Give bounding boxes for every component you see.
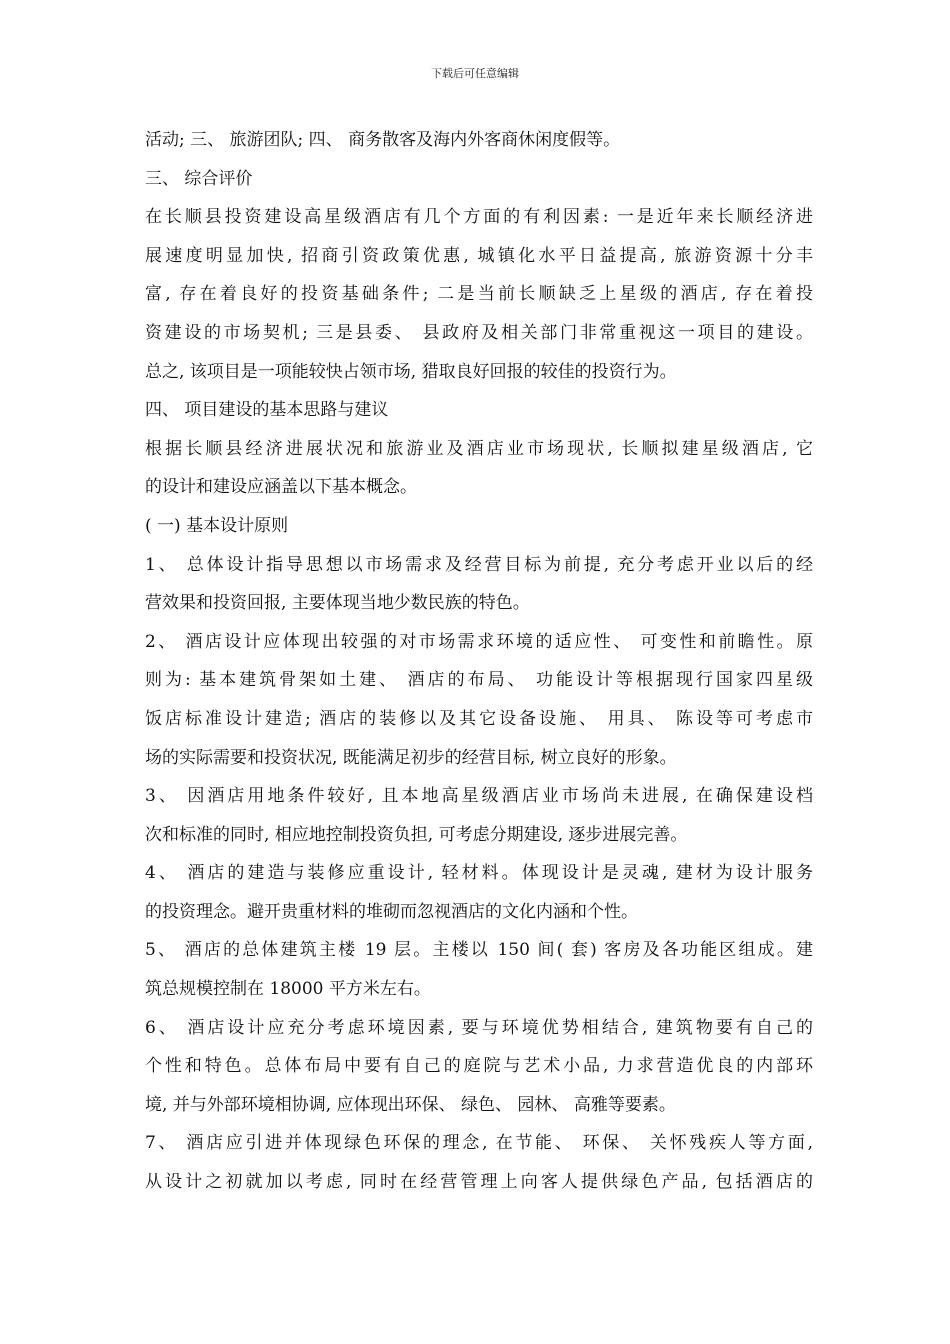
text-line: 三、 综合评价 [145, 168, 253, 189]
text-line: 从设计之初就加以考虑, 同时在经营管理上向客人提供绿色产品, 包括酒店的 [145, 1172, 813, 1193]
text-line: 展速度明显加快, 招商引资政策优惠, 城镇化水平日益提高, 旅游资源十分丰 [145, 245, 813, 266]
text-line: 富, 存在着良好的投资基础条件; 二是当前长顺缺乏上星级的酒店, 存在着投 [145, 284, 813, 305]
text-line: 7、 酒店应引进并体现绿色环保的理念, 在节能、 环保、 关怀残疾人等方面, [145, 1133, 813, 1154]
text-line: 1、 总体设计指导思想以市场需求及经营目标为前提, 充分考虑开业以后的经 [145, 554, 813, 575]
text-line: 次和标准的同时, 相应地控制投资负担, 可考虑分期建设, 逐步进展完善。 [145, 824, 688, 845]
text-line: 6、 酒店设计应充分考虑环境因素, 要与环境优势相结合, 建筑物要有自己的 [145, 1017, 813, 1038]
page-header: 下载后可任意编辑 [431, 67, 519, 80]
text-line: 营效果和投资回报, 主要体现当地少数民族的特色。 [145, 593, 530, 614]
text-line: 则为: 基本建筑骨架如土建、 酒店的布局、 功能设计等根据现行国家四星级 [145, 670, 813, 691]
text-line: ( 一) 基本设计原则 [145, 515, 289, 536]
text-line: 场的实际需要和投资状况, 既能满足初步的经营目标, 树立良好的形象。 [145, 747, 677, 768]
text-line: 在长顺县投资建设高星级酒店有几个方面的有利因素: 一是近年来长顺经济进 [145, 207, 813, 228]
text-line: 四、 项目建设的基本思路与建议 [145, 400, 389, 421]
text-line: 5、 酒店的总体建筑主楼 19 层。主楼以 150 间( 套) 客房及各功能区组成。建 [145, 940, 813, 961]
document-body [145, 121, 813, 1202]
text-line: 筑总规模控制在 18000 平方米左右。 [145, 979, 431, 1000]
text-line: 4、 酒店的建造与装修应重设计, 轻材料。体现设计是灵魂, 建材为设计服务 [145, 863, 813, 884]
text-line: 3、 因酒店用地条件较好, 且本地高星级酒店业市场尚未进展, 在确保建设档 [145, 786, 813, 807]
text-line: 的设计和建设应涵盖以下基本概念。 [145, 477, 417, 498]
text-line: 总之, 该项目是一项能较快占领市场, 猎取良好回报的较佳的投资行为。 [145, 361, 677, 382]
text-line: 境, 并与外部环境相协调, 应体现出环保、 绿色、 园林、 高雅等要素。 [145, 1094, 676, 1115]
text-line: 根据长顺县经济进展状况和旅游业及酒店业市场现状, 长顺拟建星级酒店, 它 [145, 438, 813, 459]
text-line: 饭店标准设计建造; 酒店的装修以及其它设备设施、 用具、 陈设等可考虑市 [145, 708, 813, 729]
text-line: 的投资理念。避开贵重材料的堆砌而忽视酒店的文化内涵和个性。 [145, 901, 638, 922]
text-line: 个性和特色。总体布局中要有自己的庭院与艺术小品, 力求营造优良的内部环 [145, 1056, 813, 1077]
text-line: 活动; 三、 旅游团队; 四、 商务散客及海内外客商休闲度假等。 [145, 130, 621, 150]
text-line: 资建设的市场契机; 三是县委、 县政府及相关部门非常重视这一项目的建设。 [145, 322, 813, 343]
text-line: 2、 酒店设计应体现出较强的对市场需求环境的适应性、 可变性和前瞻性。原 [145, 631, 813, 652]
